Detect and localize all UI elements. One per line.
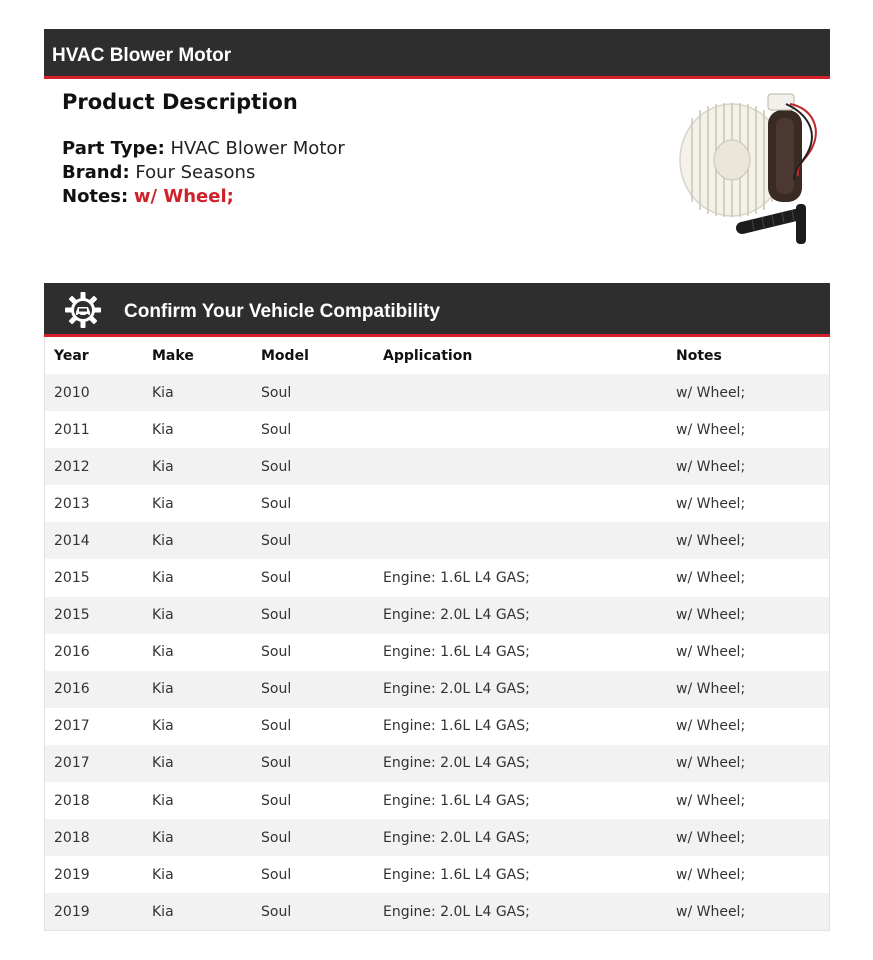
brand-value: Four Seasons: [135, 162, 256, 183]
table-body: [45, 374, 829, 930]
part-type-value: HVAC Blower Motor: [170, 138, 345, 159]
blower-motor-image: [672, 88, 832, 248]
table-row: [45, 374, 829, 411]
cell-model: Soul: [261, 570, 292, 587]
cell-model: Soul: [261, 458, 292, 475]
cell-year: 2014: [54, 532, 90, 549]
table-row: [45, 411, 829, 448]
blower-motor-icon: [672, 88, 832, 248]
cell-make: Kia: [152, 644, 174, 661]
cell-notes: w/ Wheel;: [676, 866, 746, 883]
cell-year: 2018: [54, 829, 90, 846]
cell-year: 2019: [54, 903, 90, 920]
cell-model: Soul: [261, 903, 292, 920]
cell-notes: w/ Wheel;: [676, 644, 746, 661]
spec-part-type: [62, 140, 345, 158]
cell-application: Engine: 1.6L L4 GAS;: [383, 866, 530, 883]
cell-model: Soul: [261, 495, 292, 512]
cell-make: Kia: [152, 607, 174, 624]
cell-make: Kia: [152, 570, 174, 587]
cell-make: Kia: [152, 718, 174, 735]
cell-year: 2019: [54, 866, 90, 883]
cell-year: 2015: [54, 607, 90, 624]
cell-make: Kia: [152, 495, 174, 512]
gear-car-icon: [64, 291, 102, 329]
cell-make: Kia: [152, 681, 174, 698]
cell-make: Kia: [152, 532, 174, 549]
table-row: [45, 522, 829, 559]
table-row: [45, 782, 829, 819]
col-year: Year: [54, 347, 89, 364]
notes-value: w/ Wheel;: [133, 186, 234, 207]
cell-make: Kia: [152, 866, 174, 883]
cell-model: Soul: [261, 792, 292, 809]
cell-application: Engine: 1.6L L4 GAS;: [383, 570, 530, 587]
table-row: [45, 597, 829, 634]
product-title-bar: [44, 29, 830, 79]
cell-make: Kia: [152, 384, 174, 401]
cell-model: Soul: [261, 829, 292, 846]
cell-application: Engine: 2.0L L4 GAS;: [383, 607, 530, 624]
cell-notes: w/ Wheel;: [676, 458, 746, 475]
col-application: Application: [383, 347, 473, 364]
cell-application: Engine: 2.0L L4 GAS;: [383, 829, 530, 846]
cell-notes: w/ Wheel;: [676, 755, 746, 772]
table-row: [45, 856, 829, 893]
cell-notes: w/ Wheel;: [676, 495, 746, 512]
cell-application: Engine: 2.0L L4 GAS;: [383, 903, 530, 920]
brand-label: Brand:: [62, 162, 130, 183]
cell-make: Kia: [152, 458, 174, 475]
cell-model: Soul: [261, 421, 292, 438]
cell-model: Soul: [261, 866, 292, 883]
cell-year: 2010: [54, 384, 90, 401]
table-row: [45, 485, 829, 522]
cell-notes: w/ Wheel;: [676, 829, 746, 846]
cell-application: Engine: 2.0L L4 GAS;: [383, 755, 530, 772]
table-row: [45, 448, 829, 485]
compatibility-bar: [44, 283, 830, 337]
cell-application: Engine: 2.0L L4 GAS;: [383, 681, 530, 698]
cell-notes: w/ Wheel;: [676, 384, 746, 401]
product-title: HVAC Blower Motor: [52, 45, 232, 66]
cell-application: Engine: 1.6L L4 GAS;: [383, 792, 530, 809]
table-row: [45, 634, 829, 671]
cell-notes: w/ Wheel;: [676, 532, 746, 549]
cell-year: 2012: [54, 458, 90, 475]
table-row: [45, 671, 829, 708]
table-row: [45, 559, 829, 596]
cell-make: Kia: [152, 421, 174, 438]
cell-model: Soul: [261, 755, 292, 772]
table-row: [45, 819, 829, 856]
cell-notes: w/ Wheel;: [676, 421, 746, 438]
compatibility-table: [44, 337, 830, 931]
cell-year: 2013: [54, 495, 90, 512]
cell-model: Soul: [261, 384, 292, 401]
cell-year: 2018: [54, 792, 90, 809]
cell-model: Soul: [261, 681, 292, 698]
table-row: [45, 893, 829, 930]
cell-notes: w/ Wheel;: [676, 792, 746, 809]
cell-notes: w/ Wheel;: [676, 903, 746, 920]
cell-notes: w/ Wheel;: [676, 607, 746, 624]
cell-model: Soul: [261, 718, 292, 735]
cell-notes: w/ Wheel;: [676, 681, 746, 698]
col-notes: Notes: [676, 347, 722, 364]
cell-make: Kia: [152, 829, 174, 846]
cell-make: Kia: [152, 903, 174, 920]
table-header: [45, 337, 829, 374]
cell-year: 2015: [54, 570, 90, 587]
cell-model: Soul: [261, 607, 292, 624]
col-model: Model: [261, 347, 309, 364]
cell-application: Engine: 1.6L L4 GAS;: [383, 644, 530, 661]
part-type-label: Part Type:: [62, 138, 165, 159]
spec-notes: [62, 188, 234, 206]
table-row: [45, 745, 829, 782]
cell-make: Kia: [152, 755, 174, 772]
cell-make: Kia: [152, 792, 174, 809]
spec-brand: [62, 164, 255, 182]
cell-application: Engine: 1.6L L4 GAS;: [383, 718, 530, 735]
cell-notes: w/ Wheel;: [676, 570, 746, 587]
cell-year: 2017: [54, 718, 90, 735]
cell-year: 2011: [54, 421, 90, 438]
cell-model: Soul: [261, 644, 292, 661]
col-make: Make: [152, 347, 194, 364]
table-row: [45, 708, 829, 745]
cell-year: 2016: [54, 644, 90, 661]
cell-notes: w/ Wheel;: [676, 718, 746, 735]
cell-model: Soul: [261, 532, 292, 549]
cell-year: 2017: [54, 755, 90, 772]
cell-year: 2016: [54, 681, 90, 698]
description-heading: Product Description: [62, 90, 298, 114]
compatibility-title: Confirm Your Vehicle Compatibility: [124, 301, 441, 322]
notes-label: Notes:: [62, 186, 129, 207]
